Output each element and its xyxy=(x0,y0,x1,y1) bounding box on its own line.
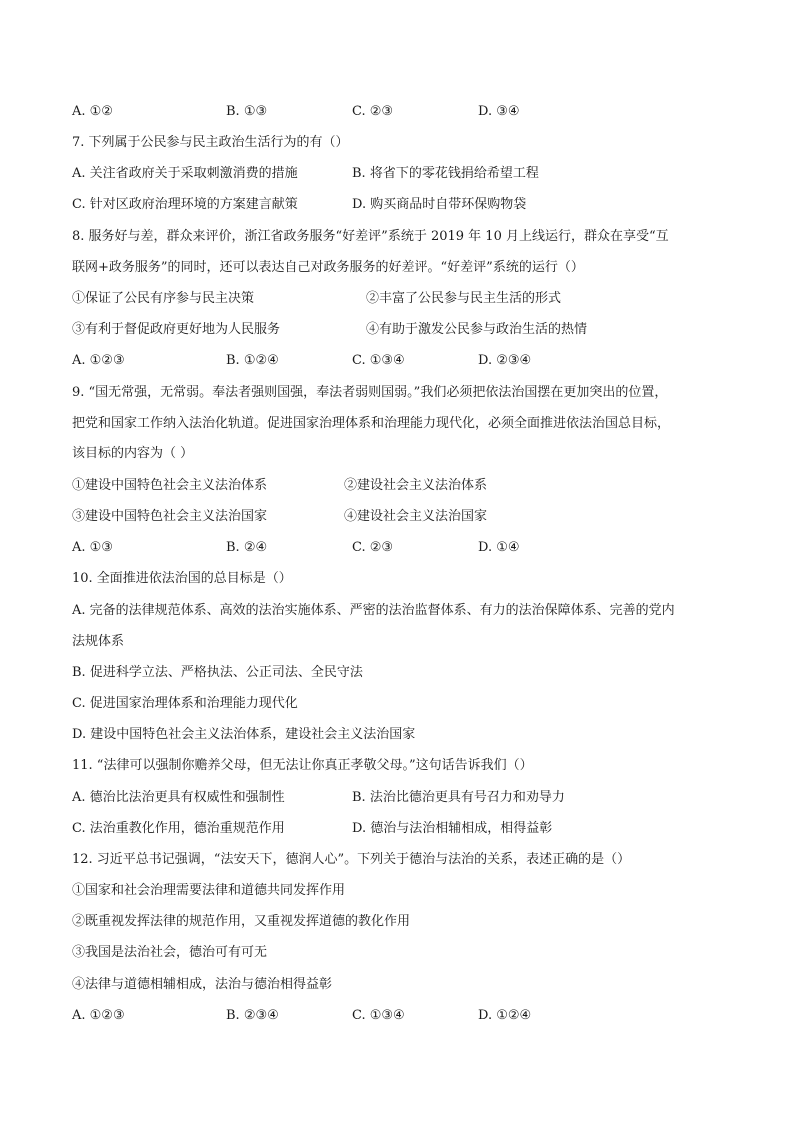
q7-option-c: C. 针对区政府治理环境的方案建言献策 xyxy=(72,197,298,212)
q9-item-1: ①建设中国特色社会主义法治体系 xyxy=(72,478,268,493)
q7-stem: 7. 下列属于公民参与民主政治生活行为的有（） xyxy=(72,135,349,150)
q12-option-c: C. ①③④ xyxy=(352,1008,405,1023)
q9-stem-line3: 该目标的内容为（ ） xyxy=(72,446,194,461)
q11-option-d: D. 德治与法治相辅相成，相得益彰 xyxy=(352,821,553,836)
q12-item-4: ④法律与道德相辅相成，法治与德治相得益彰 xyxy=(72,977,333,992)
q8-item-2: ②丰富了公民参与民主生活的形式 xyxy=(366,291,562,306)
q8-item-3: ③有利于督促政府更好地为人民服务 xyxy=(72,322,281,337)
q12-item-2: ②既重视发挥法律的规范作用，又重视发挥道德的教化作用 xyxy=(72,914,411,929)
q6-option-c: C. ②③ xyxy=(352,104,394,119)
q7-option-d: D. 购买商品时自带环保购物袋 xyxy=(352,197,527,212)
q9-option-d: D. ①④ xyxy=(478,540,520,555)
q8-stem-line2: 联网+政务服务”的同时，还可以表达自己对政务服务的好差评。“好差评”系统的运行（） xyxy=(72,260,584,275)
q8-item-1: ①保证了公民有序参与民主决策 xyxy=(72,291,255,306)
q11-stem: 11. “法律可以强制你赡养父母，但无法让你真正孝敬父母。”这句话告诉我们（） xyxy=(72,758,533,773)
q9-item-4: ④建设社会主义法治国家 xyxy=(344,509,488,524)
q7-option-b: B. 将省下的零花钱捐给希望工程 xyxy=(352,166,539,181)
q9-item-2: ②建设社会主义法治体系 xyxy=(344,478,488,493)
q6-option-d: D. ③④ xyxy=(478,104,520,119)
q10-stem: 10. 全面推进依法治国的总目标是（） xyxy=(72,571,292,586)
q10-option-a-line2: 法规体系 xyxy=(72,634,125,649)
q10-option-a-line1: A. 完备的法律规范体系、高效的法治实施体系、严密的法治监督体系、有力的法治保障体系、完善的党内 xyxy=(72,603,675,618)
q12-item-3: ③我国是法治社会，德治可有可无 xyxy=(72,945,268,960)
q12-stem: 12. 习近平总书记强调，“法安天下，德润人心”。下列关于德治与法治的关系，表述正确的是（） xyxy=(72,852,631,867)
q10-option-c: C. 促进国家治理体系和治理能力现代化 xyxy=(72,696,298,711)
q10-option-d: D. 建设中国特色社会主义法治体系，建设社会主义法治国家 xyxy=(72,727,416,742)
q9-option-c: C. ②③ xyxy=(352,540,394,555)
q8-item-4: ④有助于激发公民参与政治生活的热情 xyxy=(366,322,588,337)
q11-option-b: B. 法治比德治更具有号召力和劝导力 xyxy=(352,790,565,805)
q8-option-b: B. ①②④ xyxy=(226,353,279,368)
q11-option-a: A. 德治比法治更具有权威性和强制性 xyxy=(72,790,285,805)
q8-option-d: D. ②③④ xyxy=(478,353,532,368)
q8-stem-line1: 8. 服务好与差，群众来评价，浙江省政务服务“好差评”系统于 2019 年 10 月上线运行，群众在享受“互 xyxy=(72,229,669,244)
q8-option-a: A. ①②③ xyxy=(72,353,125,368)
q9-option-b: B. ②④ xyxy=(226,540,268,555)
q12-item-1: ①国家和社会治理需要法律和道德共同发挥作用 xyxy=(72,883,346,898)
q12-option-a: A. ①②③ xyxy=(72,1008,125,1023)
q12-option-b: B. ②③④ xyxy=(226,1008,279,1023)
q10-option-b: B. 促进科学立法、严格执法、公正司法、全民守法 xyxy=(72,665,363,680)
q11-option-c: C. 法治重教化作用，德治重规范作用 xyxy=(72,821,285,836)
q12-option-d: D. ①②④ xyxy=(478,1008,532,1023)
q6-option-a: A. ①② xyxy=(72,104,113,119)
q8-option-c: C. ①③④ xyxy=(352,353,405,368)
q9-stem-line2: 把党和国家工作纳入法治化轨道。促进国家治理体系和治理能力现代化，必须全面推进依法治国总目标， xyxy=(72,416,671,431)
q9-item-3: ③建设中国特色社会主义法治国家 xyxy=(72,509,268,524)
q9-stem-line1: 9. “国无常强，无常弱。奉法者强则国强，奉法者弱则国弱。”我们必须把依法治国摆在更加突出的位置， xyxy=(72,385,668,400)
q9-option-a: A. ①③ xyxy=(72,540,113,555)
q6-option-b: B. ①③ xyxy=(226,104,268,119)
q7-option-a: A. 关注省政府关于采取刺激消费的措施 xyxy=(72,166,298,181)
